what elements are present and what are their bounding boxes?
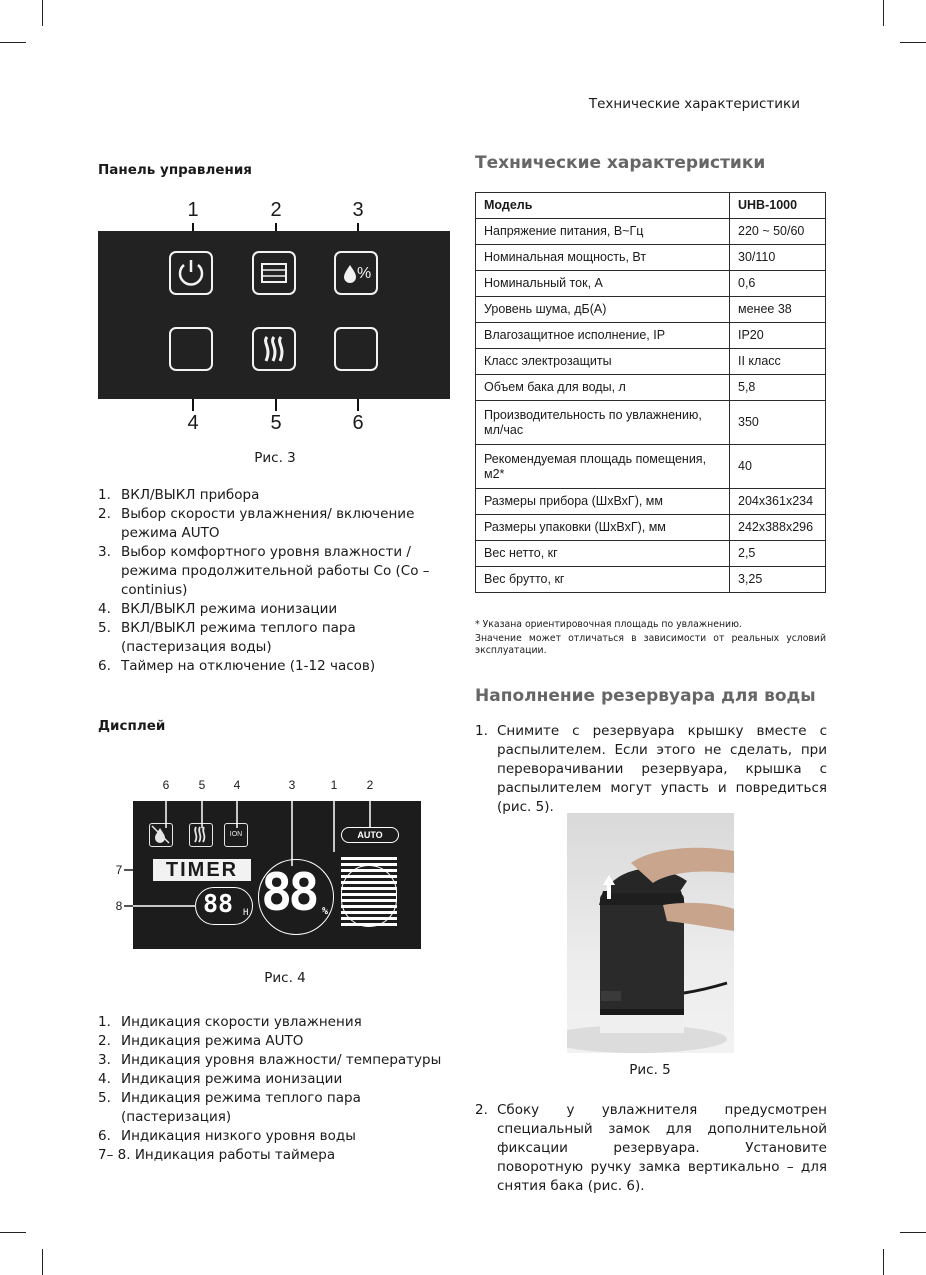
table-row: Напряжение питания, В~Гц 220 ~ 50/60 — [476, 219, 826, 245]
table-row: Класс электрозащиты II класс — [476, 349, 826, 375]
svg-text:%: % — [357, 265, 372, 282]
table-row: Объем бака для воды, л 5,8 — [476, 375, 826, 401]
panel-callout: 4 — [187, 412, 199, 434]
display-callout: 6 — [162, 778, 170, 792]
panel-callout: 5 — [270, 412, 282, 434]
display-callout: 5 — [198, 778, 206, 792]
crop-mark — [883, 0, 884, 26]
percent-unit: % — [322, 906, 329, 917]
display-callout: 1 — [330, 778, 338, 792]
fig5-photo — [567, 813, 734, 1053]
table-row: Номинальный ток, А 0,6 — [476, 271, 826, 297]
humidifier-photo — [567, 813, 734, 1053]
panel-callout: 1 — [187, 199, 199, 221]
figure-caption: Рис. 4 — [264, 970, 306, 986]
table-row: Вес нетто, кг 2,5 — [476, 541, 826, 567]
running-header: Технические характеристики — [588, 96, 800, 112]
list-item: 5. Индикация режима теплого пара (пастеризация) — [98, 1090, 361, 1125]
footnote: Значение может отличаться в зависимости от реальных условий эксплуатации. — [475, 633, 826, 656]
figure-caption: Рис. 3 — [254, 450, 296, 466]
display-callout: 7 — [115, 863, 123, 877]
specs-table — [475, 192, 826, 593]
timer-indicator: TIMER — [153, 859, 251, 881]
table-row: Влагозащитное исполнение, IP IP20 — [476, 323, 826, 349]
table-row: Вес брутто, кг 3,25 — [476, 567, 826, 593]
display-callout: 2 — [366, 778, 374, 792]
crop-mark — [42, 1249, 43, 1275]
figure-caption: Рис. 5 — [629, 1062, 671, 1078]
panel-callout: 3 — [352, 199, 364, 221]
crop-mark — [900, 42, 926, 43]
list-item: 4. ВКЛ/ВЫКЛ режима ионизации — [98, 601, 338, 617]
table-row: Размеры упаковки (ШхВхГ), мм 242х388х296 — [476, 515, 826, 541]
list-item: 6. Таймер на отключение (1-12 часов) — [98, 658, 376, 674]
specs-heading: Технические характеристики — [475, 153, 766, 173]
list-item: 1. Индикация скорости увлажнения — [98, 1014, 362, 1030]
panel-callout: 6 — [352, 412, 364, 434]
table-row: Номинальная мощность, Вт 30/110 — [476, 245, 826, 271]
list-item: 4. Индикация режима ионизации — [98, 1071, 343, 1087]
timer-digits: 88 — [203, 889, 234, 918]
table-row: Модель UHB-1000 — [476, 193, 826, 219]
display-indicator-list — [98, 1013, 450, 1165]
crop-mark — [883, 1249, 884, 1275]
list-item: 5. ВКЛ/ВЫКЛ режима теплого пара (пастеризация воды) — [98, 620, 356, 655]
list-item: 7– 8. Индикация работы таймера — [98, 1147, 336, 1163]
table-row: Производительность по увлажнению, мл/час 350 — [476, 401, 826, 445]
list-item: 6. Индикация низкого уровня воды — [98, 1128, 356, 1144]
ion-indicator: ION — [224, 823, 248, 847]
step-2: 2. Сбоку у увлажнителя предусмотрен специальный замок для дополнительной фиксации резервуара. Установите поворотную ручку замка вертикально – для снятия бака (рис. 6). — [475, 1102, 827, 1194]
callout-lines — [0, 0, 450, 960]
crop-mark — [0, 1232, 26, 1233]
display-heading: Дисплей — [98, 718, 166, 734]
list-item: 2. Выбор скорости увлажнения/ включение режима AUTO — [98, 506, 415, 541]
panel-heading: Панель управления — [98, 162, 252, 178]
humidity-digits: 88 — [261, 863, 316, 923]
list-item: 3. Индикация уровня влажности/ температуры — [98, 1052, 442, 1068]
hour-unit: H — [243, 908, 249, 918]
list-item: 2. Индикация режима AUTO — [98, 1033, 304, 1049]
footnote: * Указана ориентировочная площадь по увлажнению. — [475, 619, 742, 630]
list-item: 1. ВКЛ/ВЫКЛ прибора — [98, 487, 260, 503]
table-row: Уровень шума, дБ(А) менее 38 — [476, 297, 826, 323]
display-callout: 3 — [288, 778, 296, 792]
crop-mark — [900, 1232, 926, 1233]
panel-callout: 2 — [270, 199, 282, 221]
auto-indicator: AUTO — [341, 827, 399, 843]
table-row: Рекомендуемая площадь помещения, м2* 40 — [476, 445, 826, 489]
step-1: 1. Снимите с резервуара крышку вместе с распылителем. Если этого не сделать, при переворачивании резервуара, крышка с распылителем могут упасть и повредиться (рис. 5). — [475, 723, 827, 815]
list-item: 3. Выбор комфортного уровня влажности / режима продолжительной работы Co (Co – continius) — [98, 544, 430, 598]
display-callout: 4 — [233, 778, 241, 792]
table-row: Размеры прибора (ШхВхГ), мм 204х361х234 — [476, 489, 826, 515]
fill-heading: Наполнение резервуара для воды — [475, 686, 816, 706]
display-callout: 8 — [115, 899, 123, 913]
